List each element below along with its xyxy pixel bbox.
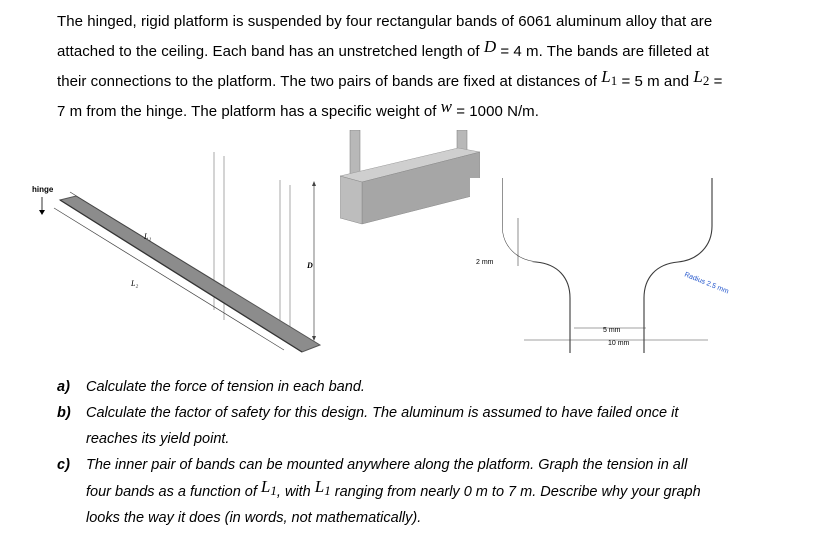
text-segment: = 1000 N/m. — [452, 103, 539, 120]
variable-L2: L — [693, 67, 703, 86]
hinge-label: hinge — [32, 185, 54, 194]
question-c — [57, 452, 817, 531]
text-segment: = 5 m and — [617, 73, 694, 90]
question-c-line-1: The inner pair of bands can be mounted anywhere along the platform. Graph the tension in all — [86, 457, 688, 473]
variable-D: D — [483, 37, 497, 56]
variable-L1: L — [601, 67, 611, 86]
text-segment: , with — [276, 484, 315, 500]
dim-5mm-label: 5 mm — [603, 327, 621, 334]
subscript-1: 1 — [324, 483, 331, 498]
l1-label: L₁ — [144, 232, 152, 241]
question-list — [57, 374, 817, 531]
question-b-text — [86, 400, 817, 452]
problem-line-4 — [57, 96, 792, 126]
band-rod — [350, 130, 360, 178]
question-a-text: Calculate the force of tension in each band. — [86, 379, 365, 395]
variable-L1: L — [314, 477, 325, 496]
platform-edge — [60, 200, 302, 352]
question-c-text — [86, 452, 817, 531]
question-b — [57, 400, 817, 452]
question-c-line-3: looks the way it does (in words, not mathematically). — [86, 510, 422, 526]
radius-label: Radius 2.5 mm — [683, 271, 730, 296]
question-c-label: c) — [57, 457, 70, 473]
hinge-arrowhead — [39, 210, 45, 215]
subscript-1: 1 — [270, 483, 277, 498]
subscript-2: 2 — [702, 73, 710, 88]
question-b-line-1: Calculate the factor of safety for this design. The aluminum is assumed to have failed once it — [86, 405, 679, 421]
d-arrowhead-top — [312, 181, 316, 186]
text-segment: attached to the ceiling. Each band has an unstretched length of — [57, 43, 484, 60]
l2-label: L₂ — [131, 279, 139, 288]
question-b-line-2: reaches its yield point. — [86, 431, 230, 447]
text-segment: ranging from nearly 0 m to 7 m. Describe why your graph — [330, 484, 701, 500]
text-segment: = 4 m. The bands are filleted at — [496, 43, 709, 60]
variable-L1: L — [260, 477, 271, 496]
l2-dimension-line — [54, 208, 284, 350]
variable-w: w — [440, 97, 453, 116]
problem-line-2 — [57, 36, 792, 66]
platform — [60, 196, 320, 352]
subscript-1: 1 — [610, 73, 618, 88]
fillet-3d-view — [340, 130, 480, 230]
d-label: D — [307, 261, 313, 270]
problem-statement — [57, 7, 792, 126]
text-segment: four bands as a function of — [86, 484, 261, 500]
text-segment: 7 m from the hinge. The platform has a specific weight of — [57, 103, 441, 120]
question-c-line-2 — [86, 477, 701, 500]
text-segment: = — [709, 73, 723, 90]
problem-line-3 — [57, 66, 792, 96]
platform-diagram — [30, 140, 330, 360]
fillet-detail — [470, 178, 770, 353]
problem-line-1: The hinged, rigid platform is suspended by four rectangular bands of 6061 aluminum alloy that are — [57, 13, 713, 30]
question-a — [57, 374, 817, 400]
question-b-label: b) — [57, 405, 71, 421]
platform-side — [340, 176, 362, 224]
dim-2mm-label: 2 mm — [476, 259, 494, 266]
dim-10mm-label: 10 mm — [608, 340, 630, 347]
question-a-label: a) — [57, 379, 70, 395]
text-segment: their connections to the platform. The two pairs of bands are fixed at distances of — [57, 73, 602, 90]
